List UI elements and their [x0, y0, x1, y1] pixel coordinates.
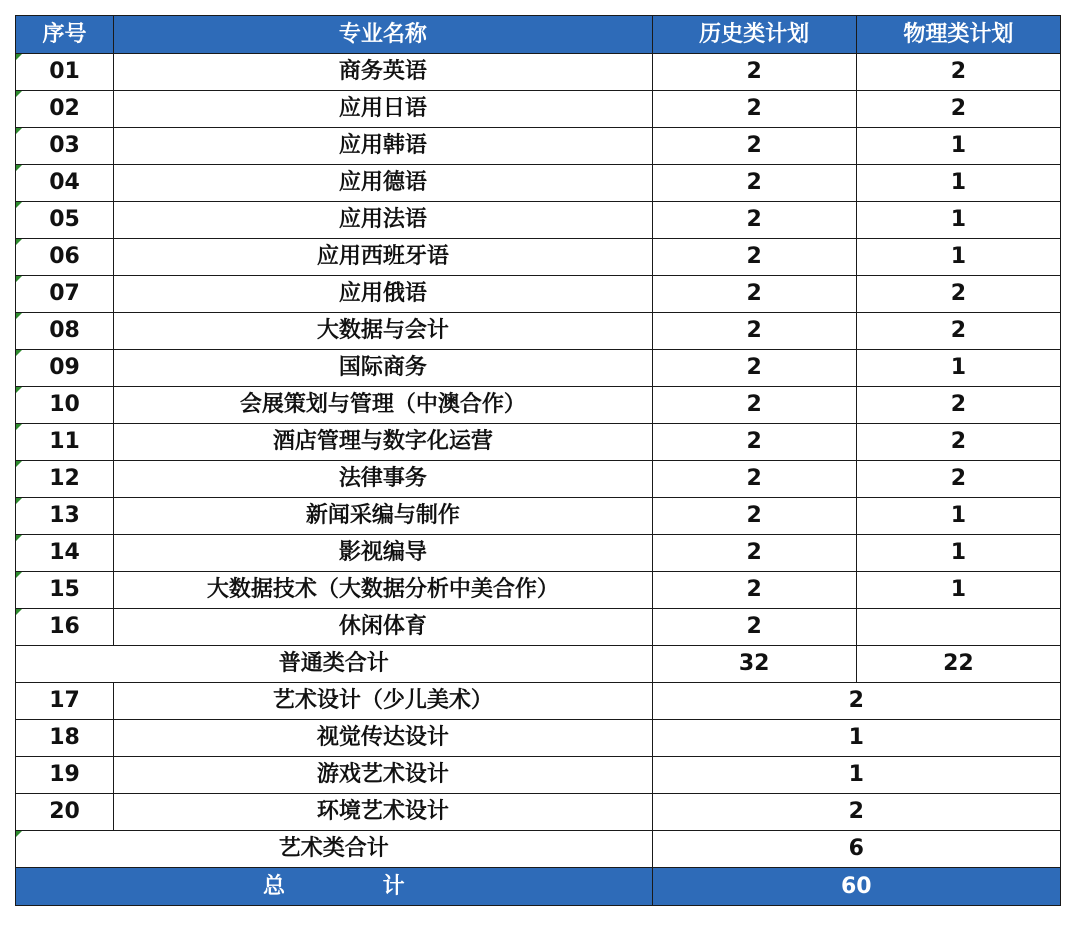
row-major-name: 游戏艺术设计: [114, 757, 653, 794]
table-body: [16, 54, 1061, 906]
table-row: [16, 313, 1061, 350]
row-index: 14: [16, 535, 114, 572]
table-row: [16, 535, 1061, 572]
row-history-plan: 2: [652, 498, 856, 535]
row-major-name: 影视编导: [114, 535, 653, 572]
row-major-name: 应用法语: [114, 202, 653, 239]
grand-total-row: [16, 868, 1061, 906]
row-index: 13: [16, 498, 114, 535]
table-row: [16, 609, 1061, 646]
row-history-plan: 2: [652, 424, 856, 461]
header-index: 序号: [16, 16, 114, 54]
row-physics-plan: 1: [856, 202, 1060, 239]
art-subtotal-row: [16, 831, 1061, 868]
row-major-name: 商务英语: [114, 54, 653, 91]
row-major-name: 新闻采编与制作: [114, 498, 653, 535]
row-physics-plan: 2: [856, 276, 1060, 313]
table-header-row: [16, 16, 1061, 54]
row-physics-plan: 1: [856, 498, 1060, 535]
enrollment-plan-table-container: [15, 15, 1061, 906]
row-art-plan: 2: [652, 683, 1060, 720]
table-row: [16, 350, 1061, 387]
row-index: 02: [16, 91, 114, 128]
row-index: 20: [16, 794, 114, 831]
row-index: 09: [16, 350, 114, 387]
row-major-name: 休闲体育: [114, 609, 653, 646]
header-history-plan: 历史类计划: [652, 16, 856, 54]
row-major-name: 国际商务: [114, 350, 653, 387]
row-history-plan: 2: [652, 609, 856, 646]
row-index: 12: [16, 461, 114, 498]
row-major-name: 法律事务: [114, 461, 653, 498]
row-history-plan: 2: [652, 572, 856, 609]
row-index: 11: [16, 424, 114, 461]
row-history-plan: 2: [652, 535, 856, 572]
table-row: [16, 424, 1061, 461]
table-row: [16, 239, 1061, 276]
row-index: 15: [16, 572, 114, 609]
row-history-plan: 2: [652, 239, 856, 276]
row-art-plan: 1: [652, 757, 1060, 794]
table-row: [16, 128, 1061, 165]
table-row: [16, 202, 1061, 239]
row-physics-plan: 1: [856, 239, 1060, 276]
art-subtotal-plan: 6: [652, 831, 1060, 868]
table-row: [16, 165, 1061, 202]
row-art-plan: 2: [652, 794, 1060, 831]
row-major-name: 应用韩语: [114, 128, 653, 165]
row-physics-plan: 2: [856, 461, 1060, 498]
general-subtotal-row: [16, 646, 1061, 683]
row-index: 07: [16, 276, 114, 313]
row-physics-plan: 1: [856, 350, 1060, 387]
art-subtotal-label: 艺术类合计: [16, 831, 653, 868]
row-history-plan: 2: [652, 202, 856, 239]
row-index: 04: [16, 165, 114, 202]
grand-total-label: 总 计: [262, 874, 405, 899]
art-table-row: [16, 720, 1061, 757]
row-major-name: 视觉传达设计: [114, 720, 653, 757]
row-physics-plan: 2: [856, 91, 1060, 128]
row-major-name: 应用日语: [114, 91, 653, 128]
row-history-plan: 2: [652, 91, 856, 128]
grand-total-cell: [16, 868, 653, 906]
row-index: 06: [16, 239, 114, 276]
row-history-plan: 2: [652, 387, 856, 424]
row-index: 18: [16, 720, 114, 757]
table-row: [16, 461, 1061, 498]
row-physics-plan: 1: [856, 535, 1060, 572]
row-history-plan: 2: [652, 313, 856, 350]
art-table-row: [16, 794, 1061, 831]
grand-total-plan: 60: [652, 868, 1060, 906]
row-index: 16: [16, 609, 114, 646]
row-major-name: 会展策划与管理（中澳合作）: [114, 387, 653, 424]
header-physics-plan: 物理类计划: [856, 16, 1060, 54]
general-subtotal-label: 普通类合计: [16, 646, 653, 683]
row-major-name: 大数据与会计: [114, 313, 653, 350]
table-row: [16, 91, 1061, 128]
row-physics-plan: 2: [856, 387, 1060, 424]
row-major-name: 酒店管理与数字化运营: [114, 424, 653, 461]
row-index: 17: [16, 683, 114, 720]
row-major-name: 大数据技术（大数据分析中美合作）: [114, 572, 653, 609]
row-history-plan: 2: [652, 276, 856, 313]
row-index: 19: [16, 757, 114, 794]
header-major: 专业名称: [114, 16, 653, 54]
table-row: [16, 54, 1061, 91]
row-art-plan: 1: [652, 720, 1060, 757]
row-index: 01: [16, 54, 114, 91]
table-row: [16, 276, 1061, 313]
row-index: 08: [16, 313, 114, 350]
row-history-plan: 2: [652, 54, 856, 91]
row-major-name: 应用德语: [114, 165, 653, 202]
general-subtotal-physics: 22: [856, 646, 1060, 683]
table-row: [16, 572, 1061, 609]
row-history-plan: 2: [652, 128, 856, 165]
general-subtotal-history: 32: [652, 646, 856, 683]
enrollment-plan-table: [15, 15, 1061, 906]
row-major-name: 应用西班牙语: [114, 239, 653, 276]
row-index: 03: [16, 128, 114, 165]
row-index: 05: [16, 202, 114, 239]
table-row: [16, 498, 1061, 535]
row-history-plan: 2: [652, 350, 856, 387]
row-physics-plan: 2: [856, 313, 1060, 350]
row-physics-plan: [856, 609, 1060, 646]
table-row: [16, 387, 1061, 424]
row-history-plan: 2: [652, 165, 856, 202]
row-physics-plan: 1: [856, 128, 1060, 165]
row-major-name: 艺术设计（少儿美术）: [114, 683, 653, 720]
row-major-name: 环境艺术设计: [114, 794, 653, 831]
row-index: 10: [16, 387, 114, 424]
row-physics-plan: 1: [856, 165, 1060, 202]
row-major-name: 应用俄语: [114, 276, 653, 313]
row-physics-plan: 2: [856, 54, 1060, 91]
art-table-row: [16, 683, 1061, 720]
row-physics-plan: 2: [856, 424, 1060, 461]
row-physics-plan: 1: [856, 572, 1060, 609]
row-history-plan: 2: [652, 461, 856, 498]
art-table-row: [16, 757, 1061, 794]
